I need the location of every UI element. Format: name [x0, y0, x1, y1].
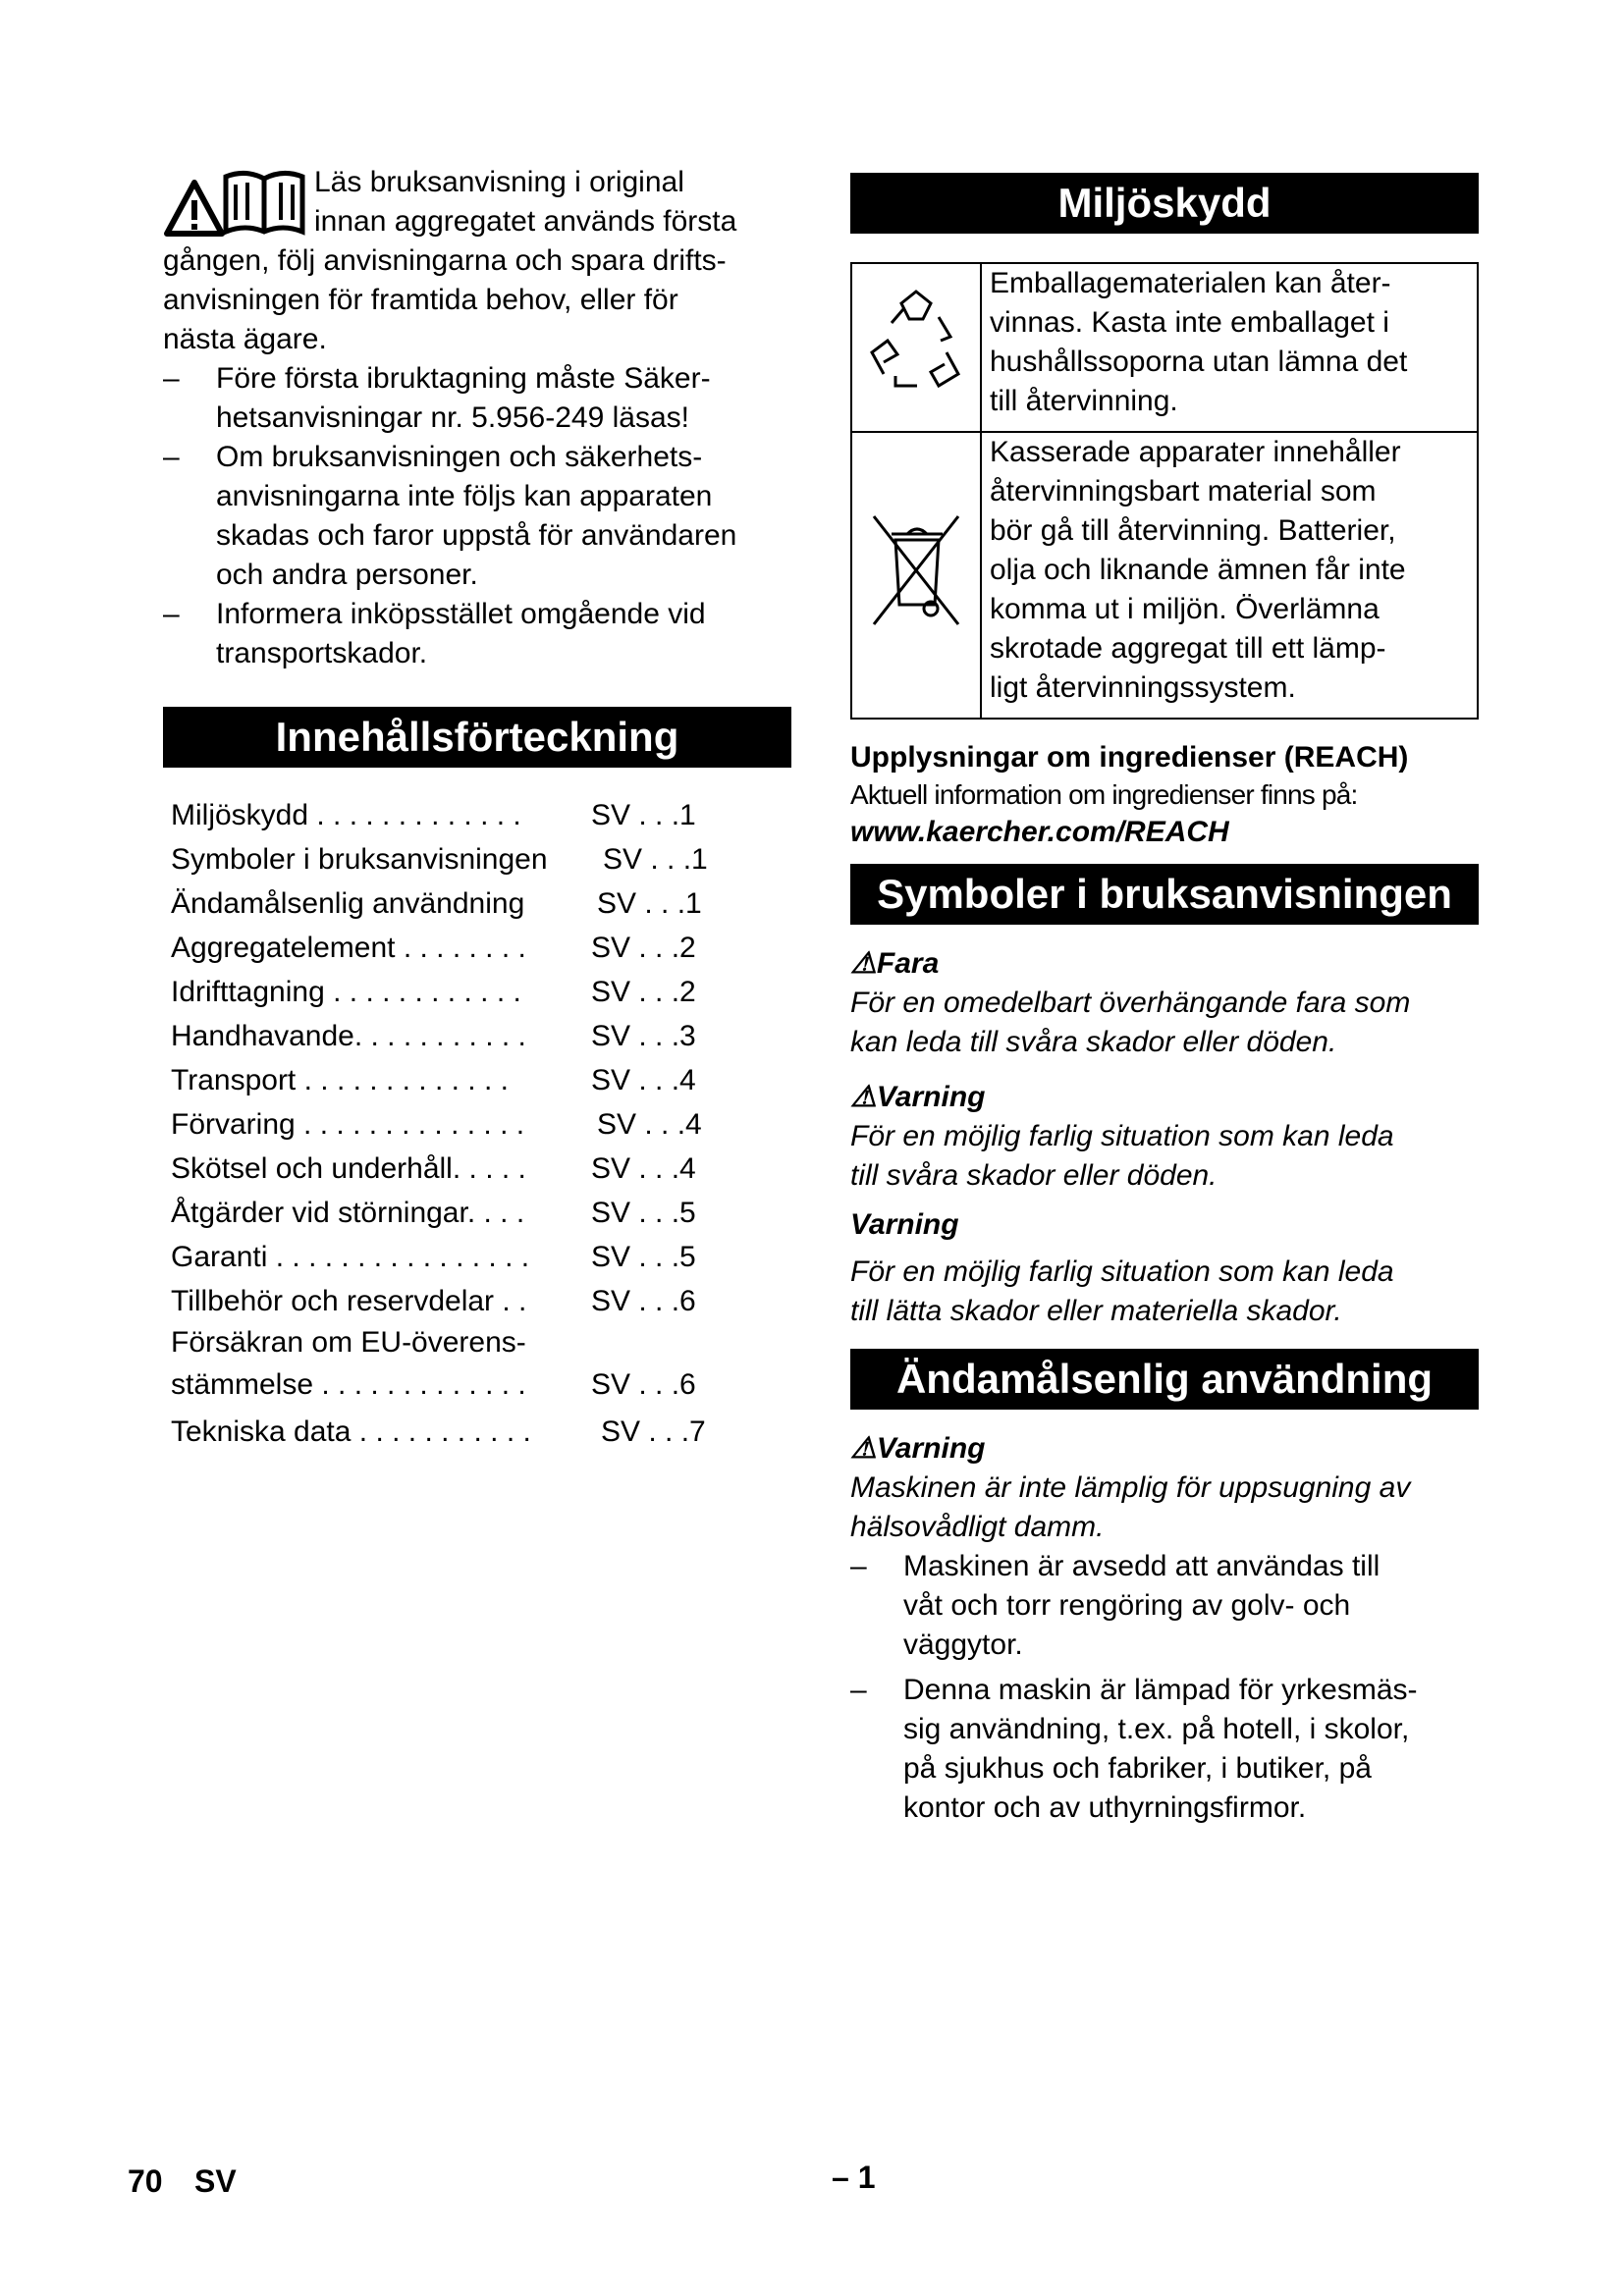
toc-entry[interactable]: Handhavande. . . . . . . . . . . SV . . .3: [171, 1020, 696, 1052]
reach-text: Aktuell information om ingredienser finns på:: [850, 779, 1358, 810]
symbols-heading: Symboler i bruksanvisningen: [850, 864, 1479, 925]
warning-triangle-icon: ⚠: [850, 1081, 877, 1113]
manual-book-icon: [220, 163, 308, 238]
toc-entry[interactable]: Förvaring . . . . . . . . . . . . . . SV . . .4: [171, 1108, 702, 1141]
toc-entry[interactable]: Miljöskydd . . . . . . . . . . . . . SV . . .1: [171, 799, 696, 831]
warning-label: ⚠Varning: [850, 1081, 986, 1113]
page-number: 70: [128, 2163, 163, 2199]
toc-entry[interactable]: Transport . . . . . . . . . . . . . SV . . .4: [171, 1064, 696, 1096]
table-of-contents: [171, 793, 780, 1454]
intro-line-4: anvisningen för framtida behov, eller för: [163, 284, 678, 316]
environment-table: [850, 262, 1479, 720]
reach-link[interactable]: www.kaercher.com/REACH: [850, 816, 1229, 848]
table-row: [851, 432, 1478, 719]
language-code: SV: [194, 2163, 237, 2199]
intro-line-5: nästa ägare.: [163, 323, 327, 355]
intro-line-2: innan aggregatet används första: [314, 205, 737, 238]
toc-entry[interactable]: Garanti . . . . . . . . . . . . . . . . SV . . .5: [171, 1241, 696, 1273]
toc-entry[interactable]: Idrifttagning . . . . . . . . . . . . SV . . .2: [171, 976, 696, 1008]
symbols-section: ⚠Fara För en omedelbart överhängande fara som kan leda till svåra skador eller döden. ⚠Varning För en möjlig farlig situation som kan leda till svåra skador eller döden. Varning För en möjlig farlig situation som kan leda till lätta skador eller materiella skador.: [850, 944, 1479, 1331]
toc-entry[interactable]: Åtgärder vid störningar. . . . SV . . .5: [171, 1197, 696, 1229]
toc-entry[interactable]: Ändamålsenlig användning SV . . .1: [171, 887, 702, 920]
crossed-bin-icon: [851, 432, 981, 719]
reach-section: [850, 738, 1479, 852]
environment-heading: Miljöskydd: [850, 173, 1479, 234]
intended-use-heading: Ändamålsenlig användning: [850, 1349, 1479, 1410]
toc-entry[interactable]: Skötsel och underhåll. . . . . SV . . .4: [171, 1152, 696, 1185]
toc-entry[interactable]: Symboler i bruksanvisningen SV . . .1: [171, 843, 708, 876]
danger-label: ⚠Fara: [850, 947, 940, 980]
intended-use-item: – Maskinen är avsedd att användas till våt och torr rengöring av golv- och väggytor.: [850, 1550, 1380, 1661]
intended-use-section: ⚠Varning Maskinen är inte lämplig för uppsugning av hälsovådligt damm. – Maskinen är avsedd att användas till våt och torr rengöring av golv- och väggytor. – Denna maskin är lämpad för yrkesmäs- sig användning, t.ex. på hotell, i skolor, på sjukhus och fabriker, i butiker, på kontor och av uthyrningsfirmor.: [850, 1429, 1479, 1828]
reach-heading: Upplysningar om ingredienser (REACH): [850, 741, 1409, 774]
caution-label: Varning: [850, 1208, 959, 1241]
intro-list-item: – Om bruksanvisningen och säkerhets- anvisningarna inte följs kan apparaten skadas och faror uppstå för användaren och andra personer.: [163, 441, 737, 591]
toc-heading: Innehållsförteckning: [163, 707, 791, 768]
toc-entry[interactable]: Tillbehör och reservdelar . . SV . . .6: [171, 1285, 696, 1317]
intro-line-1: Läs bruksanvisning i original: [314, 166, 684, 198]
recycle-icon: [851, 263, 981, 432]
toc-entry[interactable]: Aggregatelement . . . . . . . . SV . . .2: [171, 932, 696, 964]
warning-label: ⚠Varning: [850, 1432, 986, 1465]
warning-triangle-icon: ⚠: [850, 947, 877, 980]
warning-triangle-icon: ⚠: [850, 1432, 877, 1465]
intro-list-item: – Före första ibruktagning måste Säker- hetsanvisningar nr. 5.956-249 läsas!: [163, 362, 711, 434]
intro-icons: [163, 163, 308, 241]
table-row: [851, 263, 1478, 432]
section-page: – 1: [832, 2160, 876, 2195]
toc-entry[interactable]: Försäkran om EU-överens- stämmelse . . . . . . . . . . . . . SV . . .6: [171, 1326, 696, 1401]
toc-entry[interactable]: Tekniska data . . . . . . . . . . . SV . . .7: [171, 1415, 706, 1448]
intro-line-3: gången, följ anvisningarna och spara drifts-: [163, 244, 727, 277]
crossed-bin-text: Kasserade apparater innehåller återvinningsbart material som bör gå till återvinning. Batterier, olja och liknande ämnen får inte komma ut i miljön. Överlämna skrotade aggregat till ett lämp- ligt återvinningssystem.: [981, 432, 1478, 719]
intro-section: [163, 163, 791, 673]
intro-list-item: – Informera inköpsstället omgående vid transportskador.: [163, 598, 706, 669]
recycle-text: Emballagematerialen kan åter- vinnas. Kasta inte emballaget i hushållssoporna utan lämna det till återvinning.: [981, 263, 1478, 432]
intended-use-item: – Denna maskin är lämpad för yrkesmäs- sig användning, t.ex. på hotell, i skolor, på sjukhus och fabriker, i butiker, på kontor och av uthyrningsfirmor.: [850, 1674, 1418, 1824]
